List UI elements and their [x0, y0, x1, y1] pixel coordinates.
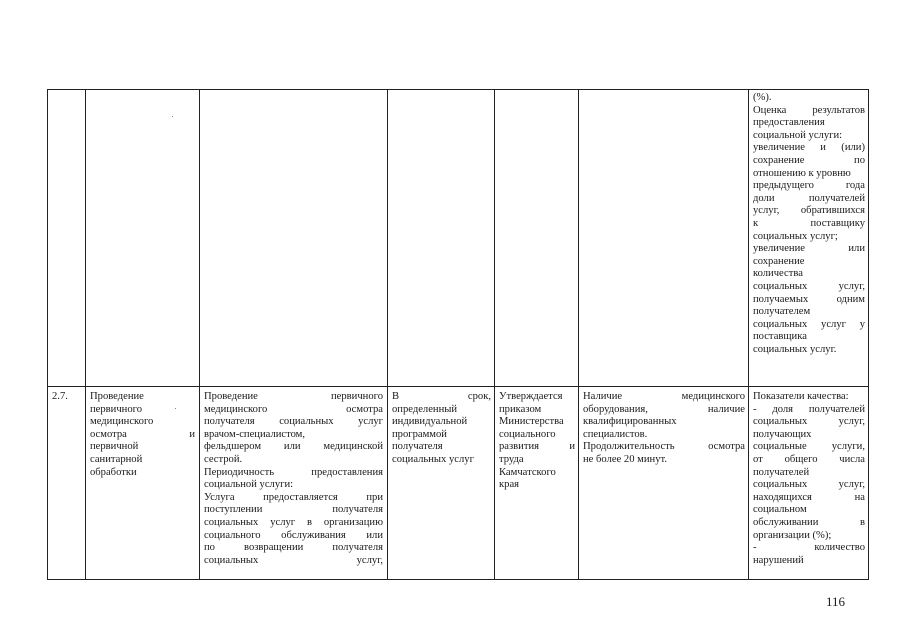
- row-number-cell: [52, 391, 84, 404]
- cell-line: оборудования, наличие: [583, 403, 745, 415]
- cell-line: получателей: [753, 466, 810, 478]
- column-divider: [199, 89, 200, 580]
- cell-line: социального обслуживания или: [204, 529, 383, 541]
- conditions-cell: [583, 391, 745, 467]
- cell-line: Проведение: [90, 391, 144, 402]
- cell-line: социальных услуг у: [753, 318, 865, 330]
- cell-line: (%).: [753, 92, 772, 103]
- cell-line: В срок,: [392, 391, 491, 402]
- table-right-border: [868, 89, 869, 580]
- cell-line: врачом-специалистом,: [204, 428, 306, 440]
- cell-line: предоставления: [753, 117, 825, 129]
- cell-line: доли получателей: [753, 192, 865, 204]
- cell-line: увеличение и (или): [753, 142, 865, 154]
- cell-line: социальной услуги:: [753, 129, 843, 141]
- cell-line: получаемых одним: [753, 293, 865, 305]
- cell-line: услуг, обратившихся: [753, 205, 865, 217]
- cell-line: получателем: [753, 306, 811, 318]
- service-name-cell: [90, 391, 195, 479]
- cell-line: фельдшером или медицинской: [204, 441, 383, 453]
- cell-line: социальные услуги,: [753, 441, 865, 453]
- cell-line: социальных услуг,: [753, 479, 865, 491]
- cell-line: получателя социальных услуг: [204, 416, 383, 428]
- table-left-border: [47, 89, 48, 580]
- cell-line: количества: [753, 268, 803, 280]
- cell-line: приказом: [499, 403, 542, 415]
- column-divider: [494, 89, 495, 580]
- cell-line: социальных услуг в организацию: [204, 516, 383, 528]
- cell-line: Показатели качества:: [753, 391, 849, 402]
- cell-line: социальных услуг.: [753, 343, 837, 355]
- cell-line: поставщика: [753, 331, 807, 343]
- cell-line: Оценка результатов: [753, 104, 865, 116]
- cell-line: сохранение по: [753, 154, 865, 166]
- cell-line: социального: [499, 428, 556, 440]
- cell-line: медицинского осмотра: [204, 403, 383, 415]
- page-number: 116: [826, 594, 846, 609]
- cell-line: - количество: [753, 542, 865, 554]
- cell-line: Периодичность предоставления: [204, 466, 383, 478]
- cell-line: от общего числа: [753, 453, 865, 465]
- cell-line: Услуга предоставляется при: [204, 491, 383, 503]
- cell-line: развития и: [499, 441, 575, 453]
- cell-line: обработки: [90, 466, 137, 478]
- cell-line: социальной услуги:: [204, 479, 294, 491]
- cell-line: организации (%);: [753, 529, 832, 541]
- cell-line: сестрой.: [204, 453, 243, 465]
- cell-line: - доля получателей: [753, 403, 865, 415]
- cell-line: сохранение: [753, 255, 805, 267]
- cell-line: квалифицированных: [583, 416, 677, 428]
- cell-line: социальном: [753, 504, 807, 516]
- cell-line: индивидуальной: [392, 416, 468, 428]
- cell-line: края: [499, 479, 520, 491]
- column-divider: [578, 89, 579, 580]
- deadline-cell: [392, 391, 491, 467]
- cell-line: социальных услуг,: [753, 416, 865, 428]
- cell-line: социальных услуг;: [753, 230, 838, 242]
- cell-line: Утверждается: [499, 391, 563, 402]
- row-number: 2.7.: [52, 391, 68, 402]
- cell-line: первичной: [90, 441, 139, 453]
- cell-line: Камчатского: [499, 466, 556, 478]
- column-divider: [748, 89, 749, 580]
- cell-line: к поставщику: [753, 217, 865, 229]
- column-divider: [387, 89, 388, 580]
- cell-line: медицинского: [90, 416, 154, 428]
- service-description-cell: [204, 391, 383, 567]
- approval-cell: [499, 391, 575, 492]
- row-separator: [47, 386, 868, 387]
- quality-indicators-cell: [753, 391, 865, 567]
- cell-line: осмотра и: [90, 428, 195, 440]
- cell-line: Наличие медицинского: [583, 391, 745, 402]
- cell-line: Министерства: [499, 416, 564, 428]
- table-bottom-border: [47, 579, 868, 580]
- cell-line: определенный: [392, 403, 458, 415]
- cell-line: Продолжительность осмотра: [583, 441, 745, 453]
- cell-line: специалистов.: [583, 428, 648, 440]
- cell-line: программой: [392, 428, 447, 440]
- cell-line: получателя: [392, 441, 443, 453]
- scan-speck: [172, 116, 173, 117]
- cell-line: социальных услуг,: [204, 554, 383, 566]
- cell-line: отношению к уровню: [753, 167, 851, 179]
- cell-line: поступлении получателя: [204, 504, 383, 516]
- cell-line: находящихся на: [753, 491, 865, 503]
- cell-line: социальных услуг: [392, 453, 474, 465]
- column-divider: [85, 89, 86, 580]
- cell-line: предыдущего года: [753, 180, 865, 192]
- cell-line: Проведение первичного: [204, 391, 383, 402]
- cell-line: не более 20 минут.: [583, 453, 667, 465]
- cell-line: увеличение или: [753, 243, 865, 255]
- cell-line: первичного: [90, 403, 143, 415]
- cell-line: обслуживании в: [753, 516, 865, 528]
- cell-line: труда: [499, 453, 524, 465]
- cell-line: по возвращении получателя: [204, 542, 383, 554]
- cell-line: санитарной: [90, 453, 143, 465]
- cell-line: получающих: [753, 428, 812, 440]
- table-top-border: [47, 89, 868, 90]
- cell-line: социальных услуг,: [753, 280, 865, 292]
- cell-line: нарушений: [753, 554, 804, 566]
- quality-assessment-cell: [753, 92, 865, 356]
